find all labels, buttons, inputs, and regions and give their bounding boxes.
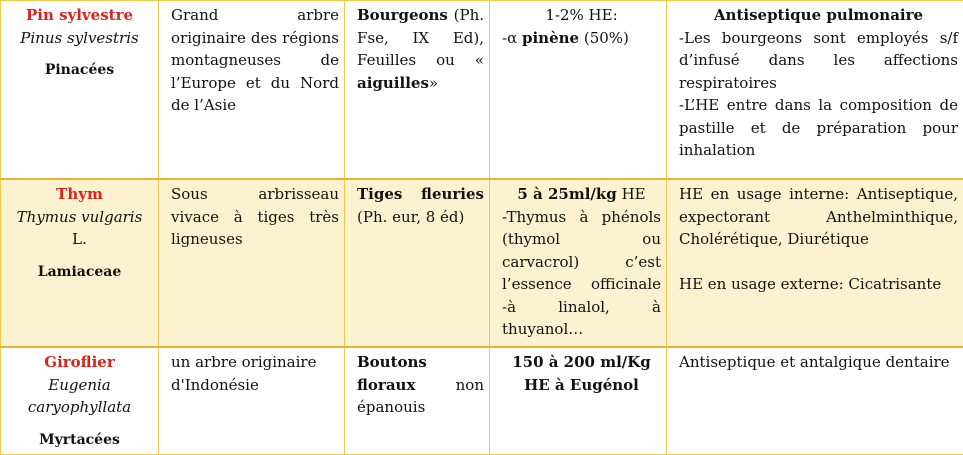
he-yield xyxy=(502,183,661,206)
he-yield-suffix: HE xyxy=(621,185,646,203)
plant-part-cell xyxy=(345,347,490,455)
use-paragraph: HE en usage externe: Cicatrisante xyxy=(679,274,942,293)
uses-cell xyxy=(667,1,963,180)
use-paragraph: HE en usage interne: Antiseptique, expectorant Anthelminthique, Cholérétique, Diurétique xyxy=(679,185,958,248)
origin-cell xyxy=(159,1,345,180)
use-paragraph: Antiseptique et antalgique dentaire xyxy=(679,353,950,371)
common-name: Giroflier xyxy=(44,353,115,371)
he-compound: pinène xyxy=(521,28,580,47)
latin-name: Pinus sylvestris xyxy=(20,28,139,47)
origin-cell xyxy=(159,347,345,455)
plant-part-cell xyxy=(345,1,490,180)
family-name: Lamiaceae xyxy=(37,263,122,280)
common-name: Thym xyxy=(56,185,103,203)
table-row xyxy=(1,1,963,180)
he-yield-bold: 5 à 25ml/kg xyxy=(517,185,617,203)
he-yield: 150 à 200 ml/Kg xyxy=(512,353,651,371)
origin-text: Grand arbre originaire des régions montagneuses de l’Europe et du Nord de l’Asie xyxy=(171,6,339,114)
use-paragraph: -L’HE entre dans la composition de pastille et de préparation pour inhalation xyxy=(679,96,958,159)
he-prefix: -α xyxy=(502,28,518,47)
origin-cell xyxy=(159,179,345,347)
essential-oil-cell xyxy=(490,1,667,180)
plant-part-bold-2: aiguilles xyxy=(357,73,429,92)
latin-name: Thymus vulgaris xyxy=(16,207,143,226)
origin-text: un arbre originaire d'Indonésie xyxy=(171,353,317,394)
use-title: Antiseptique pulmonaire xyxy=(713,6,924,24)
plant-name-cell xyxy=(1,179,159,347)
essential-oil-cell xyxy=(490,179,667,347)
family-name: Myrtacées xyxy=(39,431,120,448)
table-row xyxy=(1,179,963,347)
plant-part-text-2: » xyxy=(428,73,439,92)
plant-part-bold: Boutons floraux xyxy=(357,353,427,394)
he-composition: -Thymus à phénols (thymol ou carvacrol) c’est l’essence officinale -à linalol, à thuyanol… xyxy=(502,207,661,338)
table-row xyxy=(1,347,963,455)
he-composition xyxy=(502,27,661,50)
plant-part-text: (Ph. Fse, IX Ed), Feuilles ou « xyxy=(357,6,484,69)
latin-author: L. xyxy=(72,230,87,248)
plant-part-bold: Bourgeons xyxy=(357,6,448,24)
use-paragraph: -Les bourgeons sont employés s/f d’infusé dans les affections respiratoires xyxy=(679,28,958,92)
essential-oil-cell xyxy=(490,347,667,455)
he-suffix: (50%) xyxy=(583,28,629,47)
plant-part-text: non épanouis xyxy=(357,375,484,416)
he-yield: 1-2% HE: xyxy=(545,6,618,24)
common-name: Pin sylvestre xyxy=(25,6,134,24)
uses-cell xyxy=(667,347,963,455)
plant-name-cell xyxy=(1,1,159,180)
plant-part-text: (Ph. eur, 8 éd) xyxy=(357,207,465,226)
plant-part-cell xyxy=(345,179,490,347)
paragraph-gap xyxy=(679,251,958,273)
he-composition: HE à Eugénol xyxy=(524,375,639,394)
latin-name: Eugenia caryophyllata xyxy=(27,375,132,416)
uses-cell xyxy=(667,179,963,347)
family-name: Pinacées xyxy=(44,62,115,78)
origin-text: Sous arbrisseau vivace à tiges très ligneuses xyxy=(171,185,339,248)
plant-part-bold: Tiges fleuries xyxy=(357,185,484,203)
plant-name-cell xyxy=(1,347,159,455)
